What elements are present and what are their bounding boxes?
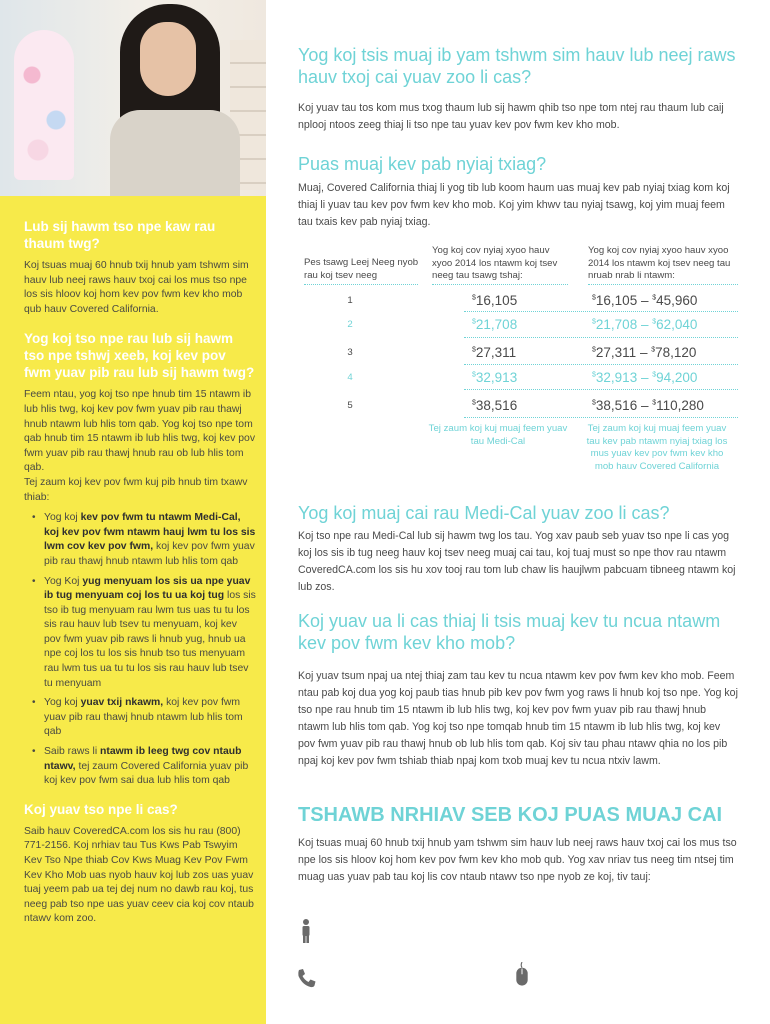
heading-medi-cal: Yog koj muaj cai rau Medi-Cal yuav zoo li cas? [298,503,670,523]
table-header-between: Yog koj cov nyiaj xyoo hauv xyoo 2014 los ntawm koj tsev neeg tau nruab nrab li ntawm: [588,245,731,281]
sidebar-heading-deadline: Lub sij hawm tso npe kaw rau thaum twg? [24,219,216,251]
table-cell-below: $32,913 [472,370,518,385]
table-header-rule [432,284,568,285]
table-cell-range: $38,516 – $110,280 [592,398,704,413]
table-note-financial-help: Tej zaum koj kuj muaj feem yuav tau kev pab ntawm nyiaj txiag los mus yuav kev pov fwm kev kho mob hauv Covered California [586,423,728,472]
table-cell-household-size: 1 [347,295,353,306]
table-header-rule [304,284,418,285]
table-header-below: Yog koj cov nyiaj xyoo hauv xyoo 2014 los ntawm koj tsev neeg tau tsawg tshaj: [432,245,558,281]
table-cell-below: $38,516 [472,398,518,413]
table-cell-household-size: 4 [347,372,353,383]
paragraph: Koj tsuas muaj 60 hnub txij hnub yam tshwm sim hauv lub neej raws hauv txoj cai los mus tso npe los sis hloov koj hom kev pov fwm kev kho mob qub. Yog xav nriav tus neeg tim ntsej tim muag uas yuav pab tau koj lis cov ntaub ntawv tso npe nyob ze koj, tiv tauj: [298,837,737,883]
sidebar-heading-how-to-enroll: Koj yuav tso npe li cas? [24,801,178,817]
list-item: • Yog koj kev pov fwm tu ntawm Medi-Cal, koj kev pov fwm ntawm hauj lwm tu los sis lwm cov kev pov fwm, koj kev pov fwm yuav pib rau thawj hnub ntawm lub hlis tom qab [44,511,256,569]
paragraph: Muaj, Covered California thiaj li yog tib lub koom haum uas muaj kev pab nyiaj txiag kom koj thiaj li yuav tau kev pov fwm kev kho mob. Koj yim khwv tau nyiaj tsawg, koj yim muaj feem tau txais kev pab nyiaj txiag. [298,182,730,228]
header-photo [0,0,266,196]
table-cell-below: $27,311 [472,345,517,360]
list-item: • Yog koj yuav txij nkawm, koj kev pov fwm yuav pib rau thawj hnub ntawm lub hlis tom qab [44,696,256,740]
mouse-icon [510,962,534,988]
sidebar-paragraph: Koj tsuas muaj 60 hnub txij hnub yam tshwm sim hauv lub neej raws hauv txoj cai los mus tso npe los sis hloov koj hom kev pov fwm kev kho mob qub hauv Covered California. [24,260,249,315]
heading-avoid-gap: Koj yuav ua li cas thiaj li tsis muaj kev tu ncua ntawm kev pov fwm kev kho mob? [298,611,721,653]
list-item: • Yog Koj yug menyuam los sis ua npe yuav ib tug menyuam coj los tu ua koj tug los sis tso ib tug menyuam rau lwm tus uas tu tu los sis rau hauv lub tsev tu menyuam, koj kev pov fwm yuav pib raws li hnub yug, hnub ua npe coj los tu los sis hnub tso tus menyuam rau lwm tus ua tu tu los sis rau hauv lub tsev tu menyuam [44,575,256,692]
table-note-medi-cal: Tej zaum koj kuj muaj feem yuav tau Medi-Cal [428,423,568,447]
sidebar-paragraph: Saib hauv CoveredCA.com los sis hu rau (800) 771-2156. Koj nrhiav tau Tus Kws Pab Tswyim Kev Tso Npe thiab Cov Kws Muag Kev Pov Fwm Kev Kho Mob uas nyob hauv koj lub zos uas yuav tuaj yeem pab ua tej dej num no dawb rau koj, tus neeg pab tso npe uas yuav ceev cia koj cov ntaub ntawv kom zoo. [24,825,254,925]
table-cell-household-size: 2 [347,319,353,330]
paragraph: Koj yuav tsum npaj ua ntej thiaj zam tau kev tu ncua ntawm kev pov fwm kev kho mob. Feem ntau pab koj dua yog koj paub tias hnub pib kev pov fwm yog raws li hnub koj tso npe. Yog koj tso npe rau hnub tim 15 ntawm ib lub hlis twg, koj kev pov fwm yuav pib rau thawj hnub ntawm lub hlis tom qab. Yog koj tso npe tomqab hnub tim 15 ntawm ib lub hlis twg, koj kev pov fwm yuav pib rau thawj hnub ob lub hlis tom qab. Koj siv tau phau ntawv qhia no los pib npaj koj kev pov fwm tshiab thiab npaj kom txob muaj kev tu ncua ntxiv lawm. [298,670,738,767]
heading-financial-help: Puas muaj kev pab nyiaj txiag? [298,154,547,174]
table-cell-below: $16,105 [472,293,518,308]
sidebar [0,196,266,1024]
sidebar-paragraph: Tej zaum koj kev pov fwm kuj pib hnub tim txawv thiab: [24,476,248,503]
sidebar-heading-coverage-start: Yog koj tso npe rau lub sij hawm tso npe tshwj xeeb, koj kev pov fwm yuav pib rau lub sij hawm twg? [24,331,255,381]
table-cell-range: $16,105 – $45,960 [592,293,698,308]
table-header-household: Pes tsawg Leej Neeg nyob rau koj tsev neeg [304,257,419,281]
table-cell-range: $27,311 – $78,120 [592,345,697,360]
person-icon [294,918,318,944]
table-cell-household-size: 5 [347,400,353,411]
heading-no-life-event: Yog koj tsis muaj ib yam tshwm sim hauv lub neej raws hauv txoj cai yuav zoo li cas? [298,45,736,87]
table-cell-range: $32,913 – $94,200 [592,370,698,385]
heading-find-help: TSHAWB NRHIAV SEB KOJ PUAS MUAJ CAI [298,804,723,826]
table-header-rule [588,284,738,285]
table-cell-range: $21,708 – $62,040 [592,317,698,332]
list-item: • Saib raws li ntawm ib leeg twg cov ntaub ntawv, tej zaum Covered California yuav pib koj kev pov fwm sai dua lub hlis tom qab [44,745,256,789]
paragraph: Koj yuav tau tos kom mus txog thaum lub sij hawm qhib tso npe tom ntej rau thaum lub caij nplooj ntoos zeeg thiaj li tso npe tau yuav kev pov fwm kev kho mob. [298,102,724,131]
table-cell-below: $21,708 [472,317,518,332]
sidebar-paragraph: Feem ntau, yog koj tso npe hnub tim 15 ntawm ib lub hlis twg, koj kev pov fwm yuav pib rau thawj hnub ntawm lub hlis tom qab. Yog koj tso npe tom qab hnub tim 15 ntawm ib lub hlis twg, koj kev pov fwm yuav pib rau thawj hnub rau ob lub hlis tom qab. [24,389,256,474]
sidebar-bullet-list [24,511,256,789]
phone-icon [294,966,318,992]
table-cell-household-size: 3 [347,347,353,358]
paragraph: Koj tso npe rau Medi-Cal lub sij hawm twg los tau. Yog xav paub seb yuav tso npe li cas yog koj los sis ib tug neeg hauv koj tsev neeg muaj cai tau, koj tuaj must so npe thov rau ntawm CoveredCA.com los sis hu xov tooj rau tom lub chaw lis haujlwm pabcuam tibneeg ntawm koj lub zos. [298,530,736,593]
